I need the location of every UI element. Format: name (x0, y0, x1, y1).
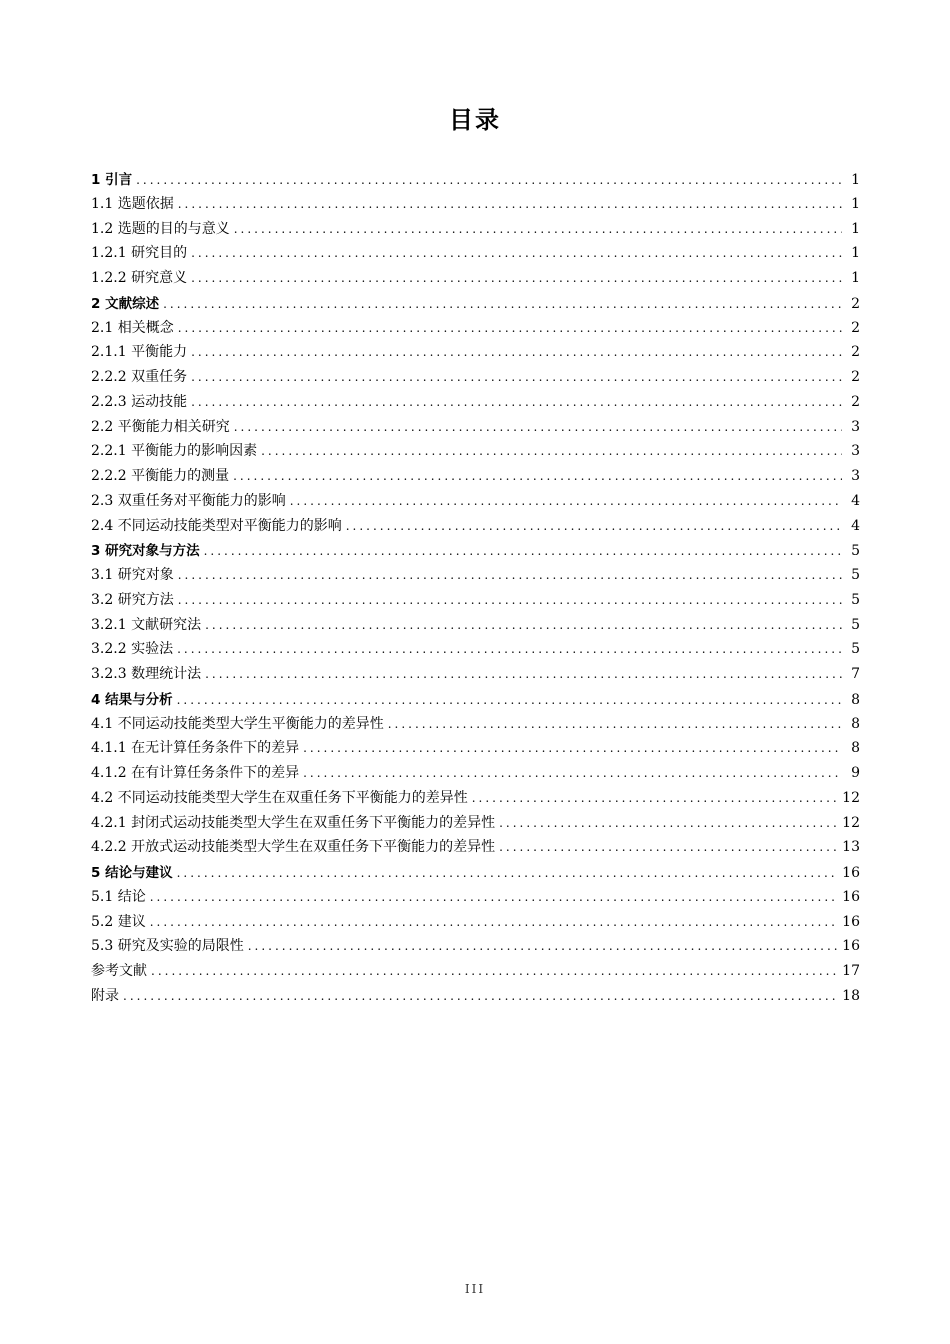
toc-entry[interactable] (91, 886, 860, 911)
toc-leader-dots (234, 420, 842, 434)
toc-entry-label: 2.2.2 双重任务 (91, 369, 188, 385)
toc-entry[interactable] (91, 713, 860, 738)
toc-entry-page: 18 (842, 987, 860, 1004)
toc-entry-page: 2 (851, 319, 860, 336)
toc-leader-dots (261, 444, 842, 458)
toc-leader-dots (303, 741, 842, 755)
toc-entry-label: 参考文献 (91, 963, 147, 979)
toc-entry-label: 5.1 结论 (91, 888, 146, 905)
toc-leader-dots (191, 271, 842, 285)
toc-entry-page: 8 (851, 740, 860, 757)
toc-leader-dots (499, 816, 838, 830)
toc-leader-dots (178, 593, 842, 607)
toc-entry-label: 3.2.3 数理统计法 (91, 666, 202, 682)
toc-entry-label: 4.1.1 在无计算任务条件下的差异 (91, 740, 300, 757)
toc-leader-dots (150, 915, 838, 929)
toc-leader-dots (177, 642, 842, 656)
page-title: 目录 (449, 106, 501, 134)
toc-entry-label: 2.3 双重任务对平衡能力的影响 (91, 492, 286, 509)
toc-leader-dots (178, 568, 842, 582)
toc-leader-dots (233, 469, 842, 483)
toc-entry[interactable] (91, 836, 860, 861)
toc-entry-page: 2 (851, 295, 860, 312)
toc-entry-page: 3 (851, 418, 860, 435)
toc-entry-page: 16 (842, 913, 860, 930)
toc-entry-page: 1 (851, 245, 860, 262)
toc-entry-page: 5 (851, 543, 860, 560)
toc-entry-label: 4.2 不同运动技能类型大学生在双重任务下平衡能力的差异性 (91, 789, 468, 806)
toc-entry-label: 1.2.1 研究目的 (91, 245, 188, 262)
toc-entry[interactable] (91, 960, 860, 985)
toc-entry-page: 5 (851, 616, 860, 633)
toc-leader-dots (204, 544, 842, 558)
toc-entry[interactable] (91, 341, 860, 366)
toc-entry[interactable] (91, 663, 860, 688)
toc-entry-page: 16 (842, 938, 860, 955)
toc-entry-label: 2.2.3 运动技能 (91, 393, 188, 410)
toc-entry-label: 4 结果与分析 (91, 691, 173, 708)
toc-entry-page: 17 (842, 963, 860, 979)
toc-entry[interactable] (91, 440, 860, 465)
toc-entry-page: 9 (851, 765, 860, 781)
toc-entry-page: 13 (842, 839, 860, 856)
toc-entry-label: 4.1 不同运动技能类型大学生平衡能力的差异性 (91, 715, 384, 732)
toc-entry-label: 3.2.1 文献研究法 (91, 616, 202, 633)
toc-entry[interactable] (91, 688, 860, 713)
toc-entry-page: 4 (851, 517, 860, 534)
toc-entry[interactable] (91, 911, 860, 936)
toc-entry-page: 2 (851, 369, 860, 385)
toc-entry-label: 3.2.2 实验法 (91, 641, 174, 658)
toc-entry[interactable] (91, 317, 860, 342)
toc-entry-page: 4 (851, 492, 860, 509)
toc-entry-label: 4.1.2 在有计算任务条件下的差异 (91, 765, 300, 781)
toc-entry-label: 附录 (91, 987, 119, 1004)
page-number-footer: III (464, 1282, 486, 1296)
toc-leader-dots (472, 791, 838, 805)
toc-leader-dots (290, 494, 842, 508)
toc-entry[interactable] (91, 861, 860, 886)
toc-entry-page: 7 (851, 666, 860, 682)
toc-entry-label: 4.2.1 封闭式运动技能类型大学生在双重任务下平衡能力的差异性 (91, 814, 496, 831)
toc-leader-dots (177, 693, 842, 707)
toc-entry-label: 2 文献综述 (91, 295, 160, 312)
toc-entry-page: 8 (851, 691, 860, 708)
toc-entry[interactable] (91, 193, 860, 218)
toc-entry-page: 2 (851, 344, 860, 361)
toc-entry-label: 1.2 选题的目的与意义 (91, 220, 230, 237)
toc-entry-label: 3.1 研究对象 (91, 567, 174, 583)
toc-leader-dots (346, 519, 842, 533)
toc-entry[interactable] (91, 787, 860, 812)
toc-leader-dots (303, 766, 842, 780)
toc-entry[interactable] (91, 614, 860, 639)
toc-leader-dots (191, 246, 842, 260)
toc-entry-label: 1.1 选题依据 (91, 195, 174, 212)
toc-entry[interactable] (91, 638, 860, 663)
toc-entry[interactable] (91, 465, 860, 490)
toc-entry[interactable] (91, 762, 860, 787)
toc-leader-dots (191, 370, 842, 384)
toc-entry[interactable] (91, 589, 860, 614)
toc-entry-label: 5.3 研究及实验的局限性 (91, 938, 244, 955)
toc-entry-label: 1 引言 (91, 172, 133, 188)
toc-entry-label: 2.4 不同运动技能类型对平衡能力的影响 (91, 517, 342, 534)
toc-entry[interactable] (91, 935, 860, 960)
toc-entry-page: 5 (851, 591, 860, 608)
toc-entry[interactable] (91, 515, 860, 540)
toc-leader-dots (150, 890, 838, 904)
toc-entry[interactable] (91, 812, 860, 837)
toc-leader-dots (163, 297, 842, 311)
toc-entry[interactable] (91, 366, 860, 391)
toc-leader-dots (123, 989, 838, 1003)
toc-entry-page: 1 (851, 220, 860, 237)
toc-entry[interactable] (91, 391, 860, 416)
toc-leader-dots (388, 717, 842, 731)
toc-entry-page: 16 (842, 888, 860, 905)
toc-leader-dots (205, 618, 842, 632)
toc-entry-label: 3.2 研究方法 (91, 591, 174, 608)
toc-entry-page: 16 (842, 865, 860, 881)
table-of-contents (91, 168, 860, 1010)
toc-entry-page: 8 (851, 715, 860, 732)
toc-entry[interactable] (91, 267, 860, 292)
toc-entry[interactable] (91, 218, 860, 243)
toc-entry-label: 2.2.2 平衡能力的测量 (91, 468, 230, 484)
toc-leader-dots (191, 345, 842, 359)
toc-entry-page: 5 (851, 641, 860, 658)
toc-entry-page: 12 (842, 789, 860, 806)
toc-entry[interactable] (91, 985, 860, 1010)
toc-entry-label: 2.2.1 平衡能力的影响因素 (91, 443, 258, 460)
toc-leader-dots (177, 866, 839, 880)
toc-entry[interactable] (91, 490, 860, 515)
toc-entry-page: 1 (851, 172, 860, 188)
toc-entry-label: 2.2 平衡能力相关研究 (91, 418, 230, 435)
toc-leader-dots (178, 321, 842, 335)
toc-entry-page: 2 (851, 393, 860, 410)
toc-entry-page: 3 (851, 443, 860, 460)
toc-entry[interactable] (91, 737, 860, 762)
toc-leader-dots (151, 964, 838, 978)
toc-entry[interactable] (91, 539, 860, 564)
toc-leader-dots (248, 939, 838, 953)
toc-leader-dots (499, 840, 838, 854)
toc-leader-dots (205, 667, 842, 681)
toc-entry[interactable] (91, 292, 860, 317)
toc-entry-page: 1 (851, 270, 860, 286)
toc-entry-label: 5.2 建议 (91, 913, 146, 930)
toc-entry-page: 5 (851, 567, 860, 583)
toc-entry-label: 2.1 相关概念 (91, 319, 174, 336)
toc-entry[interactable] (91, 242, 860, 267)
toc-entry-page: 1 (851, 195, 860, 212)
toc-entry[interactable] (91, 416, 860, 441)
toc-entry-page: 3 (851, 468, 860, 484)
toc-entry[interactable] (91, 564, 860, 589)
toc-entry-label: 5 结论与建议 (91, 865, 173, 881)
toc-leader-dots (191, 395, 842, 409)
toc-leader-dots (136, 173, 842, 187)
toc-leader-dots (234, 222, 842, 236)
toc-entry-label: 3 研究对象与方法 (91, 543, 200, 560)
toc-entry-label: 2.1.1 平衡能力 (91, 344, 188, 361)
toc-entry-label: 4.2.2 开放式运动技能类型大学生在双重任务下平衡能力的差异性 (91, 839, 496, 856)
toc-entry[interactable] (91, 168, 860, 193)
toc-entry-label: 1.2.2 研究意义 (91, 270, 188, 286)
toc-entry-page: 12 (842, 814, 860, 831)
toc-leader-dots (178, 197, 842, 211)
